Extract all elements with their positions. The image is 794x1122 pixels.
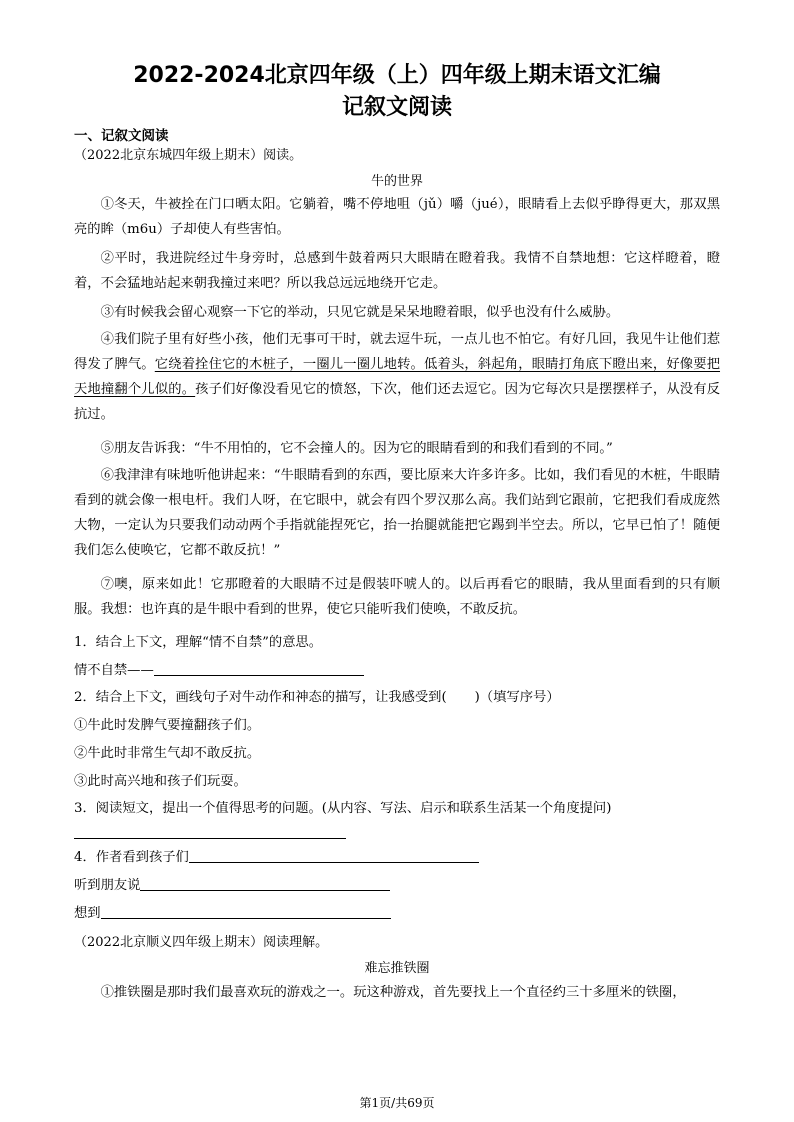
document-subtitle: 记叙文阅读 [341,95,452,120]
question-2-text-b: )（填写序号） [474,690,560,705]
question-4-text-c: 想到 [74,906,101,921]
passage1-paragraph-3: ③有时候我会留心观察一下它的举动，只见它就是呆呆地瞪着眼，似乎也没有什么威胁。 [100,305,620,320]
passage1-source: （2022北京东城四年级上期末）阅读。 [74,148,303,163]
question-1-label: 情不自禁—— [74,663,154,678]
question-4-row-1 [74,848,720,868]
question-2-option-2: ②牛此时非常生气却不敢反抗。 [74,746,261,761]
question-1: 1．结合上下文，理解“情不自禁”的意思。 [74,635,323,650]
passage2-source: （2022北京顺义四年级上期末）阅读理解。 [74,935,329,950]
passage1-paragraph-7: ⑦噢，原来如此！它那瞪着的大眼睛不过是假装吓唬人的。以后再看它的眼睛，我从里面看到的只有顺服。我想：也许真的是牛眼中看到的世界，使它只能听我们使唤，不敢反抗。 [74,577,720,617]
question-3: 3．阅读短文，提出一个值得思考的问题。(从内容、写法、启示和联系生活某一个角度提问) [74,801,612,816]
answer-line-q4-a[interactable] [189,848,479,863]
question-2-option-1: ①牛此时发脾气要撞翻孩子们。 [74,718,261,733]
question-4-row-3 [74,904,720,924]
passage2-title: 难忘推铁圈 [364,961,430,976]
answer-line-q1[interactable] [154,661,364,676]
passage1-paragraph-4 [74,327,720,427]
paragraph-4-text-a: ④我们院子里有好些小孩，他们无事可干时，就去逗牛玩，一点儿也不怕它。有好几回，我见牛让他们惹得发了脾气。 [74,332,720,372]
question-4-text-b: 听到朋友说 [74,878,141,893]
passage1-paragraph-6: ⑥我津津有味地听他讲起来：“牛眼睛看到的东西，要比原来大许多许多。比如，我们看见的木桩，牛眼睛看到的就会像一根电杆。我们人呀，在它眼中，就会有四个罗汉那么高。我们站到它跟前，它把我们看成庞然大物，一定认为只要我们动动两个手指就能捏死它，抬一抬腿就能把它踢到半空去。所以，它早已怕了！随便我们怎么使唤它，它都不敢反抗！” [74,468,720,558]
passage1-title: 牛的世界 [370,174,423,189]
passage2-paragraph-1: ①推铁圈是那时我们最喜欢玩的游戏之一。玩这种游戏，首先要找上一个直径约三十多厘米的铁圈， [100,985,686,1000]
answer-line-q4-c[interactable] [101,904,391,919]
page-number: 第1页/共69页 [359,1096,435,1110]
passage1-paragraph-5: ⑤朋友告诉我：“牛不用怕的，它不会撞人的。因为它的眼睛看到的和我们看到的不同。” [100,441,613,456]
question-2 [74,688,720,708]
paragraph-4-text-b: 孩子们好像没看见它的愤怒，下次，他们还去逗它。因为它每次只是摆摆样子，从没有反抗过。 [74,382,720,422]
answer-line-q4-b[interactable] [140,876,390,891]
question-1-answer-row [74,661,720,681]
passage1-paragraph-1: ①冬天，牛被拴在门口晒太阳。它躺着，嘴不停地咀（jǔ）嚼（jué），眼睛看上去似乎睁得更大，那双黑亮的眸（m6u）子却使人有些害怕。 [74,197,720,237]
question-4-row-2 [74,876,720,896]
passage1-paragraph-2: ②平时，我进院经过牛身旁时，总感到牛鼓着两只大眼睛在瞪着我。我情不自禁地想：它这样瞪着，瞪着，不会猛地站起来朝我撞过来吧？所以我总远远地绕开它走。 [74,251,720,291]
question-2-text-a: 2．结合上下文，画线句子对牛动作和神态的描写，让我感受到( [74,690,447,705]
section-heading: 一、记叙文阅读 [74,128,169,144]
answer-line-q3[interactable] [74,838,346,839]
question-2-option-3: ③此时高兴地和孩子们玩耍。 [74,774,247,789]
underlined-sentence: 它绕着拴住它的木桩子，一圈儿一圈儿地转。低着头，斜起角，眼睛打角底下瞪出来，好像要把天地撞翻个儿似的。 [74,357,721,397]
document-title: 2022-2024北京四年级（上）四年级上期末语文汇编 [133,63,661,88]
question-4-text-a: 4．作者看到孩子们 [74,850,189,865]
